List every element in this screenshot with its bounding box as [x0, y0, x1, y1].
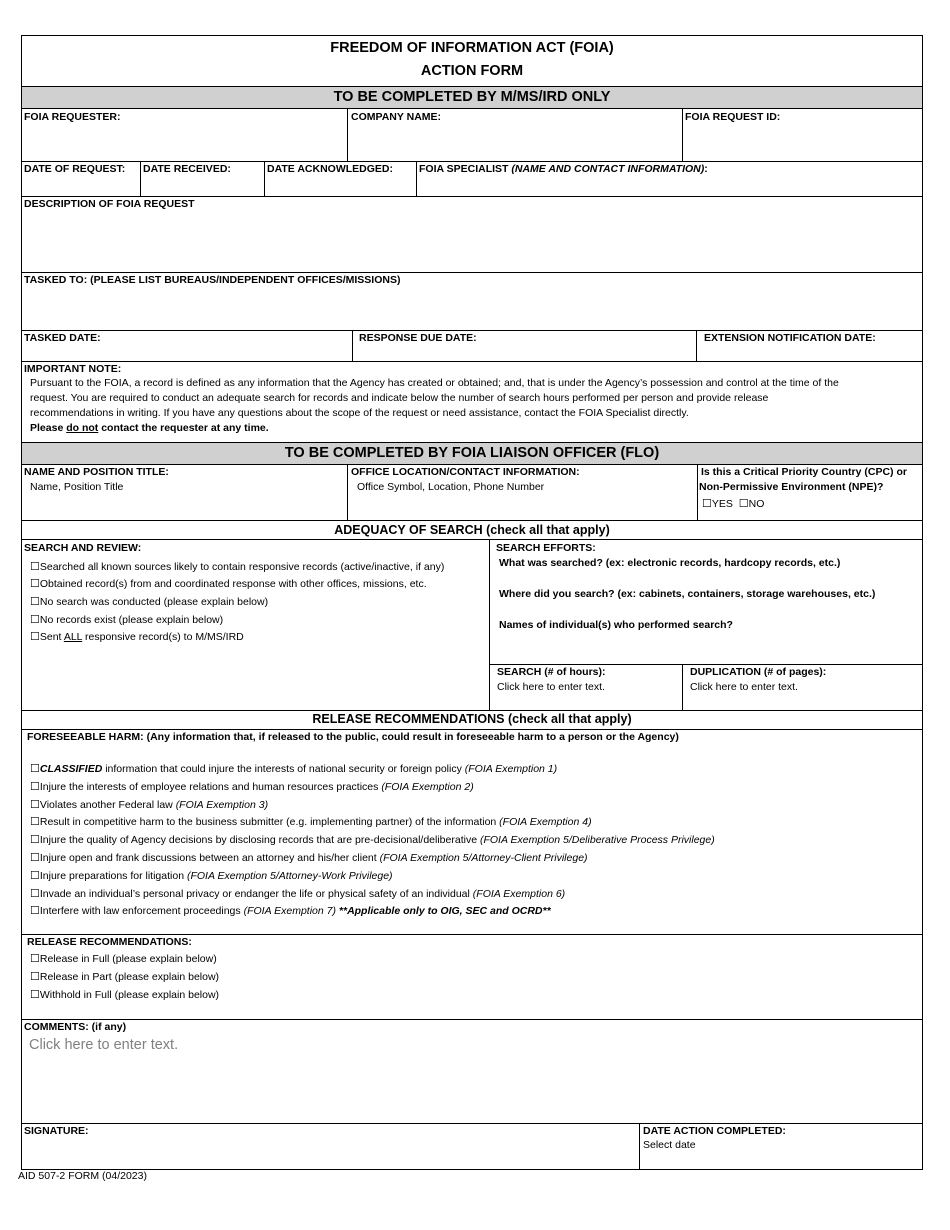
foia-specialist-text: FOIA SPECIALIST — [419, 163, 512, 175]
important-note-label: IMPORTANT NOTE: — [24, 363, 122, 375]
note-do-not: do not — [66, 422, 99, 434]
company-name-field[interactable] — [348, 124, 682, 160]
foia-request-id-label: FOIA REQUEST ID: — [685, 111, 781, 123]
checkbox[interactable]: ☐ — [30, 780, 40, 793]
extension-notification-date-label: EXTENSION NOTIFICATION DATE: — [704, 332, 876, 344]
sent-pre: Sent — [39, 631, 64, 643]
date-of-request-label: DATE OF REQUEST: — [24, 163, 126, 175]
tasked-to-label: TASKED TO: (PLEASE LIST BUREAUS/INDEPENDENT OFFICES/MISSIONS) — [24, 274, 401, 286]
divider — [639, 1123, 640, 1170]
harm-item-text: Violates another Federal law — [39, 798, 176, 811]
section1-header: TO BE COMPLETED BY M/MS/IRD ONLY — [22, 87, 922, 108]
harm-item — [30, 904, 551, 919]
foia-specialist-colon: : — [704, 163, 708, 175]
harm-item-text: Injure preparations for litigation — [39, 869, 187, 882]
foia-requester-label: FOIA REQUESTER: — [24, 111, 121, 123]
divider — [682, 664, 683, 710]
search-review-item-label: Searched all known sources likely to contain responsive records (active/inactive, if any) — [39, 561, 445, 573]
divider — [489, 539, 490, 710]
search-review-item-label: No records exist (please explain below) — [39, 614, 224, 626]
search-efforts-q1: What was searched? (ex: electronic records, hardcopy records, etc.) — [499, 557, 841, 569]
checkbox[interactable]: ☐ — [30, 816, 40, 829]
divider — [264, 161, 265, 196]
search-review-item-label: Obtained record(s) from and coordinated response with other offices, missions, etc. — [39, 578, 427, 590]
foia-specialist-hint: (NAME AND CONTACT INFORMATION) — [511, 163, 705, 175]
release-rec-label: RELEASE RECOMMENDATIONS: — [27, 936, 192, 948]
note-please: Please — [30, 422, 67, 434]
search-review-item — [30, 577, 427, 592]
harm-item-text: Invade an individual’s personal privacy or endanger the life or physical safety of an individual — [39, 887, 473, 900]
date-received-label: DATE RECEIVED: — [143, 163, 231, 175]
tasked-to-field[interactable] — [22, 288, 922, 329]
divider — [416, 161, 417, 196]
checkbox[interactable]: ☐ — [30, 953, 40, 965]
search-review-item — [30, 595, 268, 610]
divider — [21, 1019, 923, 1020]
harm-item-exemption: (FOIA Exemption 5/Attorney-Client Privilege) — [379, 852, 588, 864]
divider — [21, 108, 923, 109]
description-label: DESCRIPTION OF FOIA REQUEST — [24, 198, 195, 210]
important-note-warning — [30, 421, 269, 436]
checkbox[interactable]: ☐ — [30, 614, 40, 626]
company-name-label: COMPANY NAME: — [351, 111, 442, 123]
checkbox[interactable]: ☐ — [30, 798, 40, 811]
no-label: NO — [748, 498, 765, 510]
checkbox[interactable]: ☐ — [30, 887, 40, 900]
search-hours-input[interactable]: Click here to enter text. — [497, 681, 605, 693]
harm-item-exemption: (FOIA Exemption 7) — [243, 905, 339, 918]
search-review-item-label: No search was conducted (please explain below) — [39, 596, 269, 608]
foia-specialist-label — [419, 162, 708, 176]
checkbox[interactable]: ☐ — [30, 596, 40, 608]
checkbox[interactable]: ☐ — [30, 869, 40, 882]
foia-request-id-field[interactable] — [683, 124, 922, 160]
harm-item — [30, 887, 565, 902]
harm-item-exemption: (FOIA Exemption 6) — [472, 887, 566, 900]
harm-item-bold: CLASSIFIED — [39, 763, 103, 775]
comments-label: COMMENTS: (if any) — [24, 1021, 127, 1033]
release-header: RELEASE RECOMMENDATIONS (check all that apply) — [312, 712, 632, 726]
search-efforts-q2: Where did you search? (ex: cabinets, containers, storage warehouses, etc.) — [499, 588, 876, 600]
checkbox[interactable]: ☐ — [30, 905, 40, 918]
checkbox[interactable]: ☐ — [30, 763, 40, 775]
important-note-line: request. You are required to conduct an adequate search for records and indicate below the number of search hours performed per person and provide release — [30, 392, 769, 404]
harm-item — [30, 869, 393, 884]
divider — [696, 330, 697, 361]
cpc-question-line2: Non-Permissive Environment (NPE)? — [699, 481, 884, 493]
harm-item-note: **Applicable only to OIG, SEC and OCRD** — [338, 905, 551, 918]
adequacy-header: ADEQUACY OF SEARCH (check all that apply) — [334, 523, 610, 537]
divider — [697, 464, 698, 520]
yes-checkbox[interactable]: ☐ — [702, 498, 712, 510]
signature-field[interactable] — [22, 1138, 638, 1169]
release-rec-item-label: Withhold in Full (please explain below) — [39, 989, 220, 1001]
harm-item-exemption: (FOIA Exemption 5/Deliberative Process Privilege) — [479, 834, 715, 847]
office-location-input[interactable]: Office Symbol, Location, Phone Number — [357, 481, 545, 493]
release-rec-item — [30, 970, 219, 985]
divider — [21, 1123, 923, 1124]
release-rec-item — [30, 952, 217, 967]
date-completed-picker[interactable]: Select date — [643, 1139, 696, 1151]
response-due-date-label: RESPONSE DUE DATE: — [359, 332, 477, 344]
checkbox[interactable]: ☐ — [30, 989, 40, 1001]
cpc-question-line1: Is this a Critical Priority Country (CPC) or — [701, 466, 907, 478]
checkbox[interactable]: ☐ — [30, 561, 40, 573]
duplication-pages-label: DUPLICATION (# of pages): — [690, 666, 827, 678]
harm-item — [30, 815, 592, 830]
harm-item — [30, 798, 268, 813]
harm-item-text: information that could injure the interests of national security or foreign policy — [102, 763, 465, 775]
form-title-line2: ACTION FORM — [420, 63, 524, 79]
note-rest: contact the requester at any time. — [98, 422, 269, 434]
harm-item — [30, 762, 557, 777]
divider — [21, 361, 923, 362]
name-position-input[interactable]: Name, Position Title — [30, 481, 124, 493]
form-title-line1: FREEDOM OF INFORMATION ACT (FOIA) — [330, 40, 614, 56]
checkbox[interactable]: ☐ — [30, 578, 40, 590]
release-rec-item-label: Release in Full (please explain below) — [39, 953, 217, 965]
checkbox[interactable]: ☐ — [30, 631, 40, 643]
harm-item-exemption: (FOIA Exemption 5/Attorney-Work Privilege) — [186, 869, 393, 882]
checkbox[interactable]: ☐ — [30, 971, 40, 983]
cpc-options — [702, 497, 764, 512]
harm-item-text: Injure open and frank discussions between an attorney and his/her client — [39, 852, 380, 864]
comments-input[interactable]: Click here to enter text. — [29, 1037, 179, 1053]
harm-item-exemption: (FOIA Exemption 1) — [464, 763, 558, 775]
date-acknowledged-label: DATE ACKNOWLEDGED: — [267, 163, 393, 175]
form-title — [22, 37, 922, 83]
important-note-line: Pursuant to the FOIA, a record is defined as any information that the Agency has created or obtained; and, that is under the Agency’s possession and control at the time of the — [30, 377, 839, 389]
harm-item — [30, 833, 715, 848]
date-completed-label: DATE ACTION COMPLETED: — [643, 1125, 786, 1137]
search-efforts-q3: Names of individual(s) who performed search? — [499, 619, 733, 631]
section2-header: TO BE COMPLETED BY FOIA LIAISON OFFICER (FLO) — [22, 443, 922, 464]
form-number: AID 507-2 FORM (04/2023) — [18, 1170, 147, 1182]
checkbox[interactable]: ☐ — [30, 852, 40, 864]
harm-item-text: Injure the interests of employee relations and human resources practices — [39, 780, 382, 793]
harm-item-exemption: (FOIA Exemption 4) — [499, 816, 592, 829]
search-review-item — [30, 630, 244, 645]
search-efforts-label: SEARCH EFFORTS: — [496, 542, 596, 554]
duplication-pages-input[interactable]: Click here to enter text. — [690, 681, 798, 693]
foreseeable-harm-label: FORESEEABLE HARM: (Any information that, if released to the public, could result in foreseeable harm to a person or the Agency) — [27, 731, 679, 743]
harm-item-exemption: (FOIA Exemption 2) — [381, 780, 474, 793]
checkbox[interactable]: ☐ — [30, 834, 40, 847]
harm-item-text: Result in competitive harm to the business submitter (e.g. implementing partner) of the information — [39, 816, 500, 829]
divider — [140, 161, 141, 196]
no-checkbox[interactable]: ☐ — [738, 498, 749, 510]
search-review-item — [30, 613, 223, 628]
yes-label: YES — [711, 498, 733, 510]
tasked-date-label: TASKED DATE: — [24, 332, 101, 344]
search-review-item — [30, 560, 444, 575]
divider — [347, 464, 348, 520]
important-note-line: recommendations in writing. If you have any questions about the scope of the request or need assistance, contact the FOIA Specialist directly. — [30, 407, 689, 419]
divider — [21, 539, 923, 540]
search-review-label: SEARCH AND REVIEW: — [24, 542, 142, 554]
harm-item-text: Interfere with law enforcement proceedings — [39, 905, 244, 918]
office-location-label: OFFICE LOCATION/CONTACT INFORMATION: — [351, 466, 580, 478]
signature-label: SIGNATURE: — [24, 1125, 89, 1137]
harm-item-exemption: (FOIA Exemption 3) — [175, 798, 269, 811]
harm-item — [30, 780, 474, 795]
divider — [352, 330, 353, 361]
sent-all: ALL — [63, 631, 83, 643]
release-rec-item-label: Release in Part (please explain below) — [39, 971, 220, 983]
name-position-label: NAME AND POSITION TITLE: — [24, 466, 169, 478]
search-hours-label: SEARCH (# of hours): — [497, 666, 606, 678]
release-rec-item — [30, 988, 219, 1003]
description-field[interactable] — [22, 212, 922, 271]
harm-item — [30, 851, 588, 866]
foia-requester-field[interactable] — [22, 124, 347, 160]
harm-item-text: Injure the quality of Agency decisions by disclosing records that are pre-decisional/deliberative — [39, 834, 480, 847]
sent-post: responsive record(s) to M/MS/IRD — [82, 631, 244, 643]
